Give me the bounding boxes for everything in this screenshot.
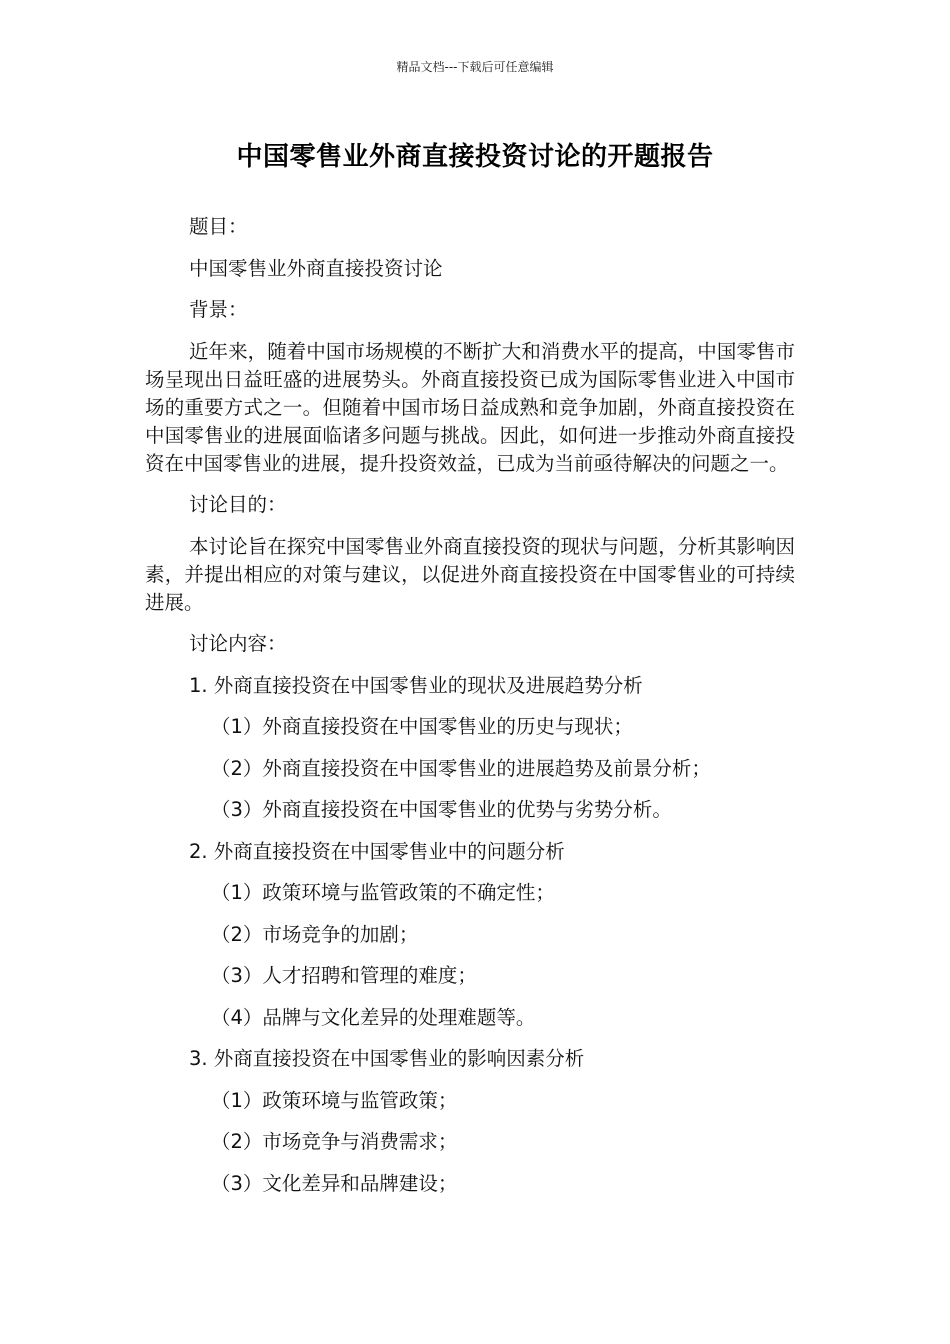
- background-label: 背景：: [189, 298, 248, 321]
- sub-item: （2）外商直接投资在中国零售业的进展趋势及前景分析；: [211, 756, 711, 780]
- sub-item: （2）市场竞争的加剧；: [211, 922, 419, 946]
- background-paragraph: 近年来，随着中国市场规模的不断扩大和消费水平的提高，中国零售市场呈现出日益旺盛的进展势头。外商直接投资已成为国际零售业进入中国市场的重要方式之一。但随着中国市场日益成熟和竞争加剧，外商直接投资在中国零售业的进展面临诸多问题与挑战。因此，如何进一步推动外商直接投资在中国零售业的进展，提升投资效益，已成为当前亟待解决的问题之一。: [145, 339, 795, 475]
- topic-label: 题目：: [189, 215, 248, 238]
- sub-item: （3）文化差异和品牌建设；: [211, 1171, 458, 1195]
- sub-item: （4）品牌与文化差异的处理难题等。: [211, 1005, 536, 1029]
- header-note: 精品文档---下载后可任意编辑: [396, 60, 554, 74]
- content-label: 讨论内容：: [189, 632, 287, 655]
- document-title: 中国零售业外商直接投资讨论的开题报告: [236, 142, 714, 172]
- sub-item: （1）政策环境与监管政策的不确定性；: [211, 881, 555, 904]
- document-body: [145, 213, 795, 1211]
- purpose-label: 讨论目的：: [189, 493, 287, 516]
- topic-text: 中国零售业外商直接投资讨论: [189, 256, 443, 280]
- sub-item: （2）市场竞争与消费需求；: [211, 1130, 458, 1153]
- sub-item: （1）外商直接投资在中国零售业的历史与现状；: [211, 715, 633, 738]
- purpose-paragraph: 本讨论旨在探究中国零售业外商直接投资的现状与问题，分析其影响因素，并提出相应的对策与建议，以促进外商直接投资在中国零售业的可持续进展。: [145, 534, 795, 614]
- item-heading: 3. 外商直接投资在中国零售业的影响因素分析: [189, 1047, 585, 1070]
- sub-item: （3）人才招聘和管理的难度；: [211, 964, 477, 987]
- sub-item: （1）政策环境与监管政策；: [211, 1088, 458, 1112]
- sub-item: （3）外商直接投资在中国零售业的优势与劣势分析。: [211, 798, 672, 821]
- item-heading: 2. 外商直接投资在中国零售业中的问题分析: [189, 839, 565, 863]
- item-heading: 1. 外商直接投资在中国零售业的现状及进展趋势分析: [189, 673, 643, 697]
